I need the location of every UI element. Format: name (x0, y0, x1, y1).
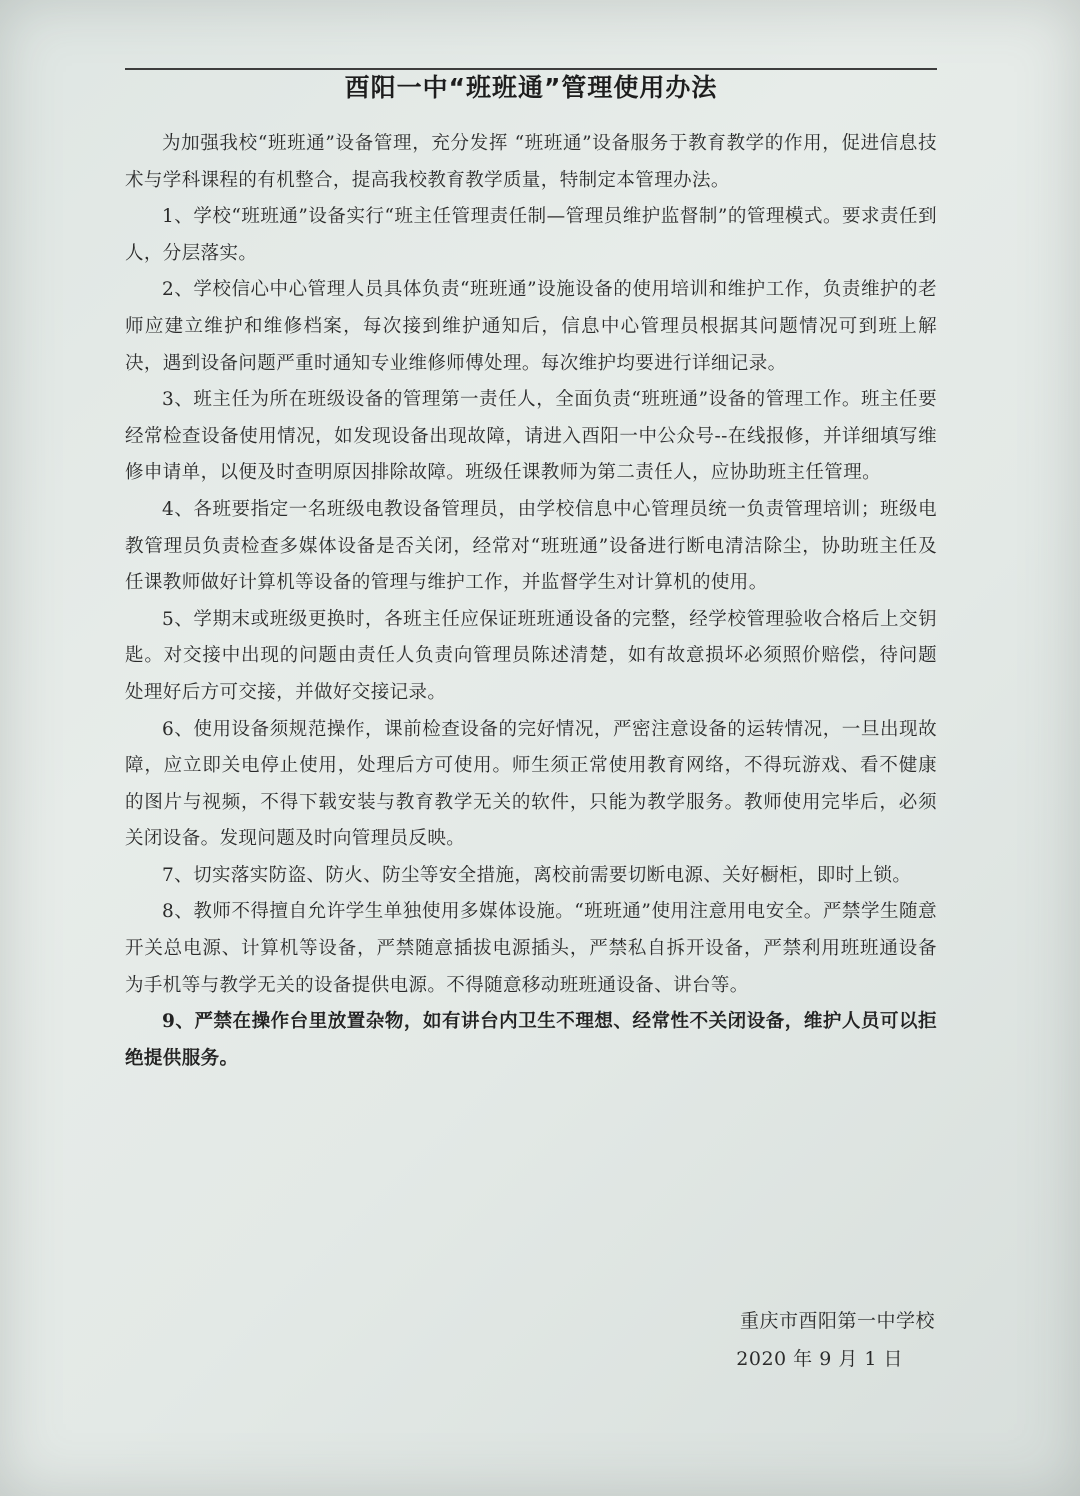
intro-paragraph: 为加强我校“班班通”设备管理，充分发挥 “班班通”设备服务于教育教学的作用，促进信息技术与学科课程的有机整合，提高我校教育教学质量，特制定本管理办法。 (125, 133, 937, 191)
rule-item-3: 3、班主任为所在班级设备的管理第一责任人，全面负责“班班通”设备的管理工作。班主任要经常检查设备使用情况，如发现设备出现故障，请进入酉阳一中公众号--在线报修，并详细填写维修申请单，以便及时查明原因排除故障。班级任课教师为第二责任人，应协助班主任管理。 (125, 389, 937, 484)
rule-item-1: 1、学校“班班通”设备实行“班主任管理责任制—管理员维护监督制”的管理模式。要求责任到人，分层落实。 (125, 206, 937, 264)
rule-item-8: 8、教师不得擅自允许学生单独使用多媒体设施。“班班通”使用注意用电安全。严禁学生随意开关总电源、计算机等设备，严禁随意插拔电源插头，严禁私自拆开设备，严禁利用班班通设备为手机等与教学无关的设备提供电源。不得随意移动班班通设备、讲台等。 (125, 901, 937, 996)
document-body (125, 126, 937, 1077)
rule-item-2: 2、学校信心中心管理人员具体负责“班班通”设施设备的使用培训和维护工作，负责维护的老师应建立维护和维修档案，每次接到维护通知后，信息中心管理员根据其问题情况可到班上解决，遇到设备问题严重时通知专业维修师傅处理。每次维护均要进行详细记录。 (125, 279, 937, 374)
rule-item-9: 9、严禁在操作台里放置杂物，如有讲台内卫生不理想、经常性不关闭设备，维护人员可以拒绝提供服务。 (125, 1011, 937, 1069)
rule-item-5: 5、学期末或班级更换时，各班主任应保证班班通设备的完整，经学校管理验收合格后上交钥匙。对交接中出现的问题由责任人负责向管理员陈述清楚，如有故意损坏必须照价赔偿，待问题处理好后方可交接，并做好交接记录。 (125, 608, 937, 703)
signature-block (736, 1302, 935, 1378)
rule-item-6: 6、使用设备须规范操作，课前检查设备的完好情况，严密注意设备的运转情况，一旦出现故障，应立即关电停止使用，处理后方可使用。师生须正常使用教育网络，不得玩游戏、看不健康的图片与视频，不得下载安装与教育教学无关的软件，只能为教学服务。教师使用完毕后，必须关闭设备。发现问题及时向管理员反映。 (125, 718, 937, 850)
signature-org: 重庆市酉阳第一中学校 (739, 1310, 935, 1332)
signature-date: 2020 年 9 月 1 日 (736, 1348, 903, 1370)
rule-item-4: 4、各班要指定一名班级电教设备管理员，由学校信息中心管理员统一负责管理培训；班级电教管理员负责检查多媒体设备是否关闭，经常对“班班通”设备进行断电清洁除尘，协助班主任及任课教师做好计算机等设备的管理与维护工作，并监督学生对计算机的使用。 (125, 498, 937, 594)
rule-item-7: 7、切实落实防盗、防火、防尘等安全措施，离校前需要切断电源、关好橱柜，即时上锁。 (162, 864, 912, 886)
document-title: 酉阳一中“班班通”管理使用办法 (344, 73, 718, 102)
